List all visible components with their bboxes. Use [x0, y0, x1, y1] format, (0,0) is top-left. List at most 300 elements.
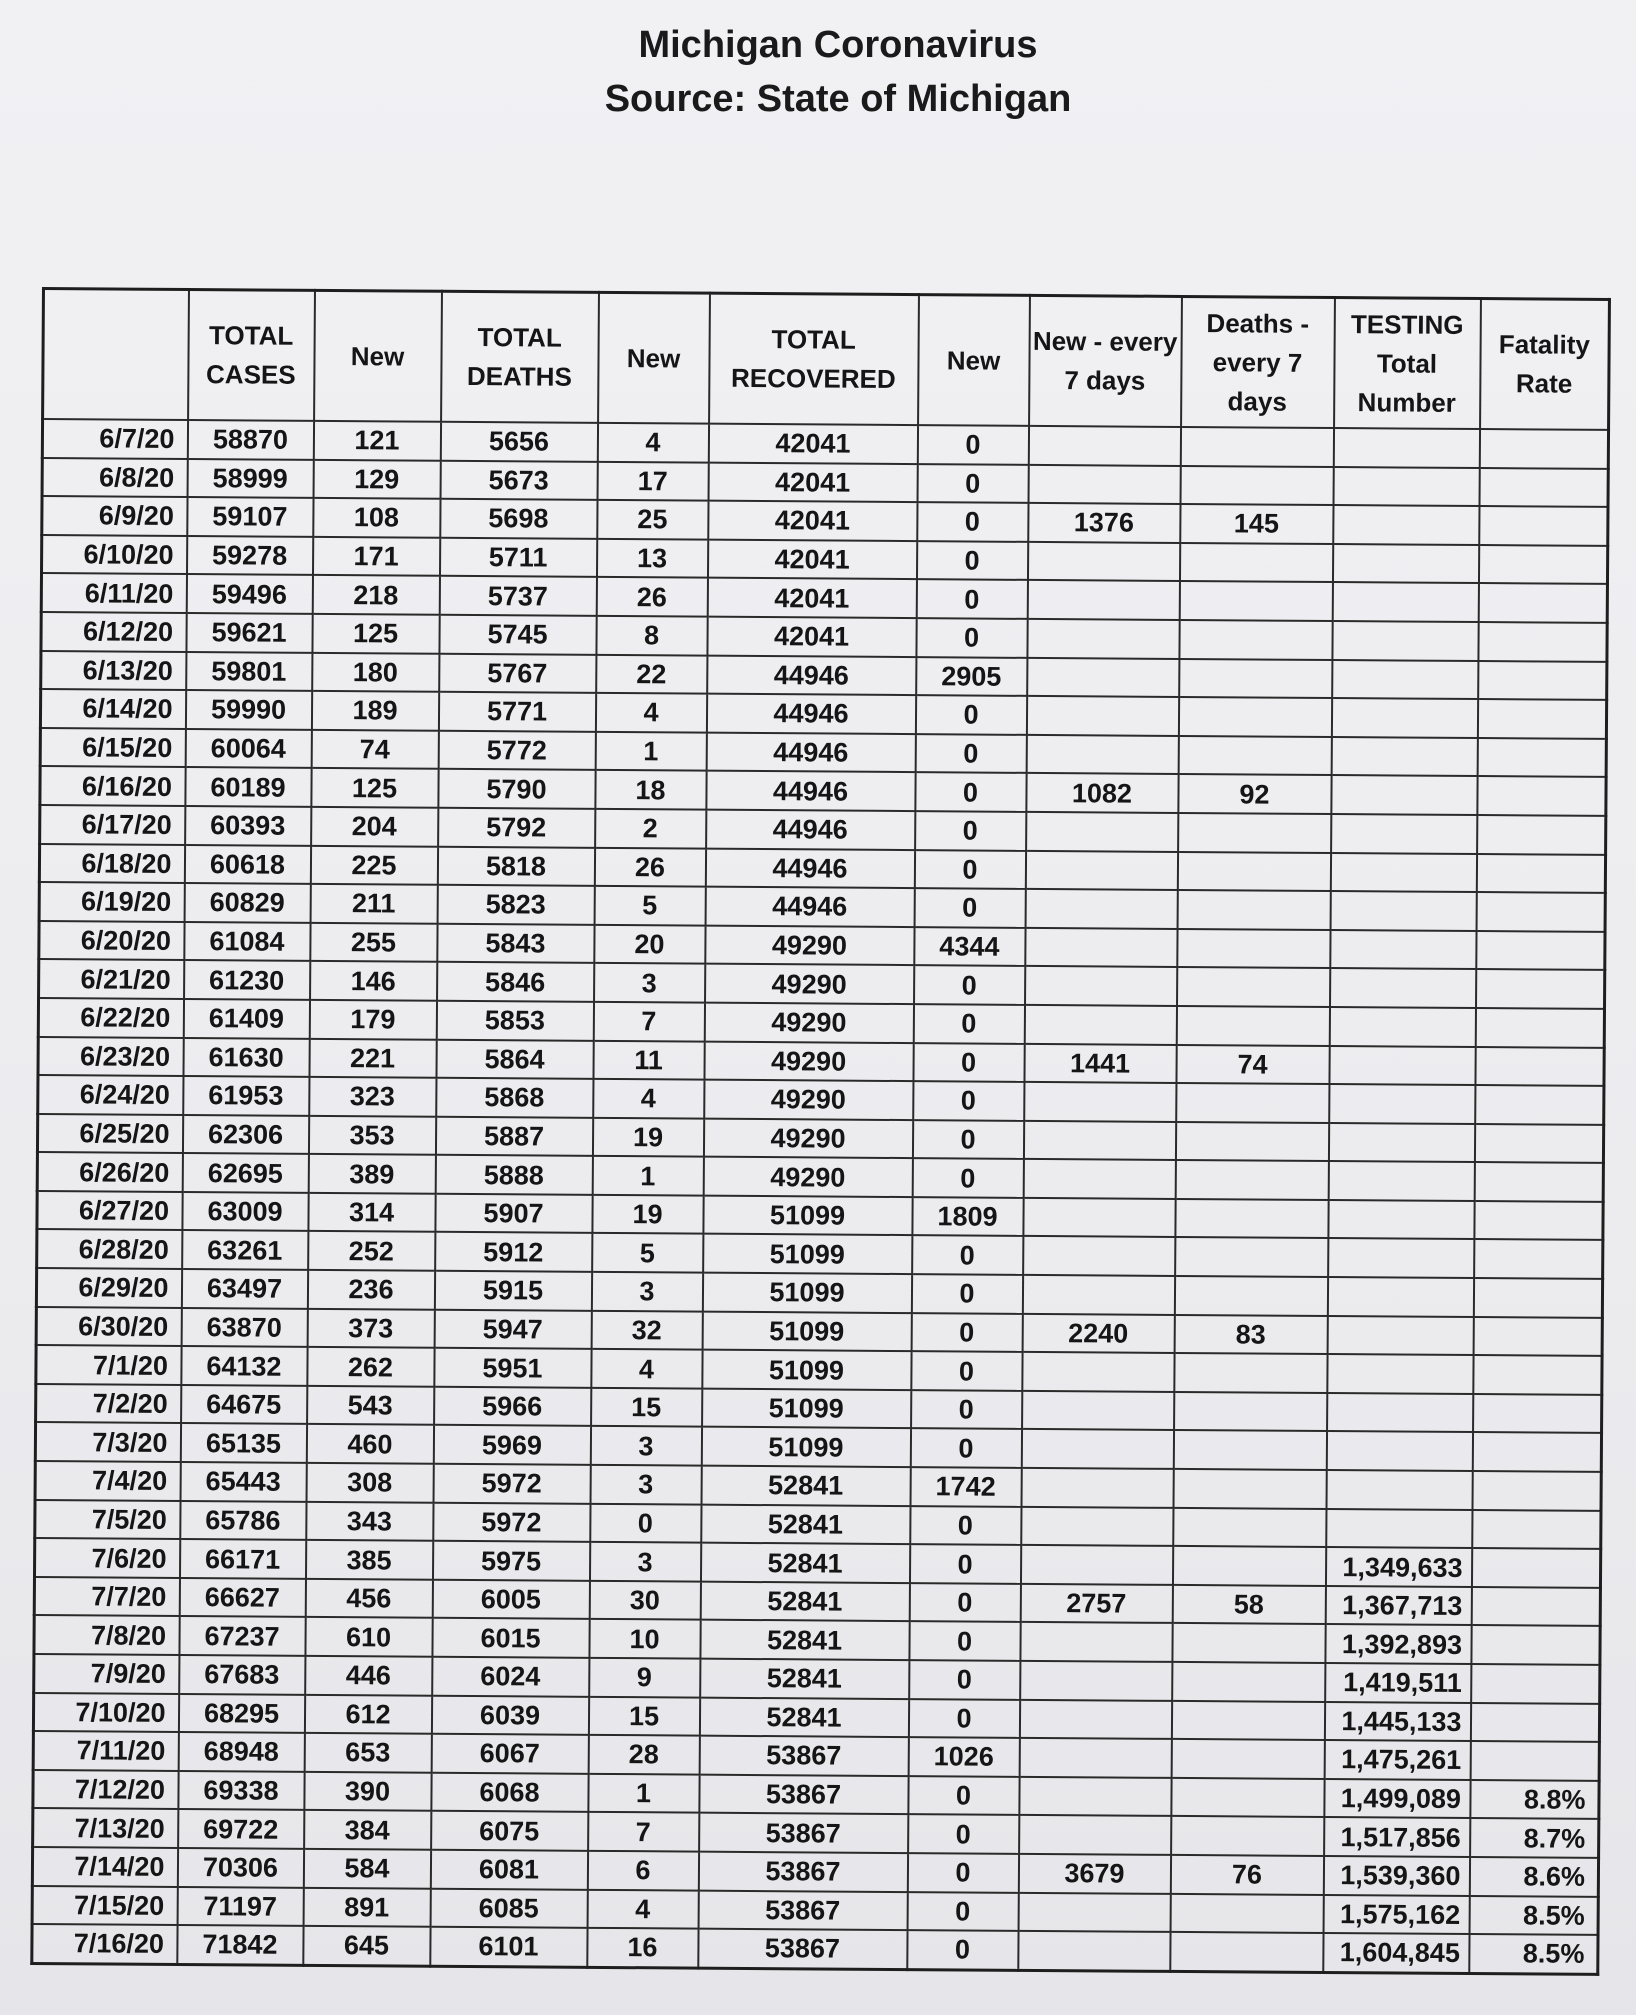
fatality-rate-cell: [1472, 1510, 1601, 1549]
total-deaths-cell: 5868: [436, 1078, 593, 1118]
new-deaths-cell: 8: [596, 616, 707, 655]
deaths-every-7-days-cell: [1174, 1392, 1327, 1432]
deaths-every-7-days-cell: [1179, 581, 1332, 621]
testing-total-cell: 1,367,713: [1325, 1586, 1471, 1626]
deaths-every-7-days-header: Deaths - every 7 days: [1181, 296, 1335, 428]
testing-total-cell: 1,419,511: [1325, 1663, 1471, 1703]
testing-total-cell: [1333, 428, 1479, 468]
new-deaths-cell: 4: [595, 693, 706, 732]
testing-total-cell: 1,604,845: [1323, 1933, 1469, 1973]
new-every-7-days-header: New - every 7 days: [1029, 295, 1182, 427]
date-cell: 7/10/20: [33, 1693, 178, 1733]
new-deaths-cell: 5: [594, 886, 705, 925]
testing-total-cell: [1326, 1470, 1472, 1510]
new-deaths-cell: 4: [591, 1349, 702, 1388]
new-deaths-cell: 3: [591, 1272, 702, 1311]
testing-total-cell: [1327, 1393, 1473, 1433]
new-recovered-cell: 0: [909, 1621, 1020, 1660]
new-recovered-cell: 0: [907, 1892, 1018, 1931]
total-deaths-cell: 6068: [431, 1773, 588, 1813]
new-deaths-cell: 1: [592, 1156, 703, 1195]
total-cases-cell: 61230: [184, 960, 310, 999]
fatality-rate-cell: [1473, 1278, 1602, 1317]
deaths-every-7-days-cell: [1179, 659, 1332, 699]
deaths-every-7-days-cell: [1174, 1353, 1327, 1393]
new-cases-cell: 385: [305, 1540, 432, 1579]
new-cases-cell: 225: [310, 845, 437, 884]
fatality-rate-cell: [1477, 815, 1606, 854]
new-every-7-days-cell: [1020, 1661, 1172, 1701]
deaths-every-7-days-cell: [1175, 1122, 1328, 1162]
total-recovered-header: TOTAL RECOVERED: [709, 293, 919, 425]
total-cases-cell: 59107: [187, 497, 313, 536]
new-every-7-days-cell: [1024, 1005, 1176, 1045]
total-deaths-cell: 5698: [440, 499, 597, 539]
deaths-every-7-days-cell: [1177, 890, 1330, 930]
total-recovered-cell: 42041: [708, 501, 917, 541]
fatality-rate-cell: [1475, 1047, 1604, 1086]
testing-total-cell: [1327, 1316, 1473, 1356]
total-cases-cell: 66171: [179, 1539, 305, 1578]
deaths-every-7-days-cell: 74: [1176, 1044, 1329, 1084]
new-every-7-days-cell: [1021, 1429, 1173, 1469]
total-recovered-cell: 51099: [702, 1388, 911, 1428]
testing-total-cell: [1326, 1509, 1472, 1549]
new-deaths-cell: 4: [593, 1079, 704, 1118]
fatality-rate-cell: [1475, 1085, 1604, 1124]
total-deaths-cell: 5846: [437, 962, 594, 1002]
total-recovered-cell: 53867: [698, 1852, 907, 1892]
fatality-rate-cell: 8.5%: [1469, 1896, 1598, 1935]
testing-total-cell: [1332, 621, 1478, 661]
deaths-every-7-days-cell: 76: [1170, 1855, 1323, 1895]
new-recovered-cell: 0: [908, 1814, 1019, 1853]
new-cases-cell: 314: [308, 1193, 435, 1232]
date-cell: 6/7/20: [42, 419, 187, 459]
new-every-7-days-cell: [1018, 1892, 1170, 1932]
new-recovered-cell: 0: [917, 464, 1028, 503]
total-recovered-cell: 51099: [702, 1350, 911, 1390]
total-recovered-cell: 44946: [706, 732, 915, 772]
fatality-rate-cell: [1471, 1625, 1600, 1664]
new-recovered-cell: 0: [912, 1236, 1023, 1275]
date-cell: 7/14/20: [32, 1847, 177, 1887]
deaths-every-7-days-cell: [1176, 1006, 1329, 1046]
new-recovered-cell: 0: [916, 579, 1027, 618]
deaths-every-7-days-cell: [1180, 427, 1333, 467]
new-recovered-cell: 0: [914, 888, 1025, 927]
new-deaths-cell: 28: [588, 1735, 699, 1774]
date-cell: 6/22/20: [38, 998, 183, 1038]
total-cases-cell: 70306: [177, 1848, 303, 1887]
deaths-every-7-days-cell: [1171, 1778, 1324, 1818]
total-cases-cell: 62695: [182, 1153, 308, 1192]
new-every-7-days-cell: [1026, 696, 1178, 736]
total-recovered-cell: 44946: [705, 887, 914, 927]
fatality-rate-cell: [1476, 969, 1605, 1008]
total-cases-cell: 60829: [184, 883, 310, 922]
total-recovered-cell: 52841: [701, 1466, 910, 1506]
table-header-row: [43, 289, 1610, 430]
new-recovered-cell: 0: [911, 1274, 1022, 1313]
fatality-rate-cell: [1472, 1432, 1601, 1471]
new-deaths-cell: 2: [595, 809, 706, 848]
fatality-rate-cell: [1479, 468, 1608, 507]
new-deaths-cell: 3: [590, 1426, 701, 1465]
total-recovered-cell: 49290: [704, 1080, 913, 1120]
deaths-every-7-days-cell: [1173, 1469, 1326, 1509]
fatality-rate-cell: [1471, 1664, 1600, 1703]
new-recovered-cell: 2905: [916, 657, 1027, 696]
new-deaths-cell: 19: [592, 1118, 703, 1157]
total-deaths-cell: 5947: [434, 1309, 591, 1349]
new-recovered-cell: 1742: [910, 1467, 1021, 1506]
new-deaths-cell: 3: [590, 1465, 701, 1504]
date-cell: 6/15/20: [40, 728, 185, 768]
new-deaths-cell: 4: [597, 423, 708, 462]
new-cases-cell: 384: [304, 1810, 431, 1849]
testing-total-cell: 1,349,633: [1325, 1547, 1471, 1587]
new-recovered-cell: 0: [907, 1930, 1018, 1970]
new-every-7-days-cell: [1019, 1777, 1171, 1817]
testing-total-cell: [1329, 1084, 1475, 1124]
new-recovered-cell: 0: [913, 1081, 1024, 1120]
total-deaths-cell: 5745: [439, 615, 596, 655]
new-recovered-cell: 0: [912, 1158, 1023, 1197]
new-recovered-cell: 0: [909, 1544, 1020, 1583]
total-cases-cell: 71842: [177, 1925, 303, 1965]
total-deaths-cell: 5818: [437, 846, 594, 886]
testing-total-cell: [1331, 737, 1477, 777]
new-deaths-cell: 17: [597, 461, 708, 500]
date-cell: 7/3/20: [35, 1422, 180, 1462]
total-recovered-cell: 51099: [703, 1196, 912, 1236]
new-deaths-cell: 4: [587, 1889, 698, 1928]
new-deaths-cell: 0: [590, 1503, 701, 1542]
new-cases-cell: 653: [304, 1733, 431, 1772]
date-cell: 6/29/20: [36, 1268, 181, 1308]
total-deaths-cell: 5915: [434, 1271, 591, 1311]
total-cases-cell: 61084: [184, 922, 310, 961]
testing-total-cell: [1331, 698, 1477, 738]
date-cell: 7/5/20: [35, 1500, 180, 1540]
new-every-7-days-cell: [1027, 542, 1179, 582]
total-recovered-cell: 44946: [706, 694, 915, 734]
date-cell: 6/25/20: [37, 1114, 182, 1154]
total-recovered-cell: 51099: [701, 1427, 910, 1467]
covid-data-table: [30, 287, 1611, 1976]
new-deaths-cell: 11: [593, 1040, 704, 1079]
fatality-rate-cell: [1476, 931, 1605, 970]
date-cell: 6/11/20: [41, 573, 186, 613]
new-cases-cell: 204: [311, 807, 438, 846]
date-cell: 6/26/20: [37, 1152, 182, 1192]
testing-total-cell: [1330, 968, 1476, 1008]
testing-total-cell: 1,517,856: [1324, 1817, 1470, 1857]
new-recovered-cell: 0: [915, 734, 1026, 773]
total-cases-cell: 63870: [181, 1308, 307, 1347]
total-recovered-cell: 49290: [703, 1157, 912, 1197]
new-cases-cell: 121: [313, 421, 440, 460]
total-cases-cell: 65786: [180, 1501, 306, 1540]
total-deaths-cell: 5864: [436, 1039, 593, 1079]
fatality-rate-cell: 8.6%: [1469, 1857, 1598, 1896]
testing-total-cell: 1,445,133: [1324, 1702, 1470, 1742]
new-cases-cell: 180: [312, 652, 439, 691]
deaths-every-7-days-cell: [1173, 1430, 1326, 1470]
new-deaths-header: New: [598, 292, 710, 423]
table-body: [32, 419, 1609, 1974]
total-recovered-cell: 53867: [699, 1736, 908, 1776]
new-cases-cell: 171: [312, 537, 439, 576]
new-every-7-days-cell: [1019, 1738, 1171, 1778]
total-recovered-cell: 42041: [707, 617, 916, 657]
total-deaths-cell: 6039: [431, 1695, 588, 1735]
new-recovered-cell: 0: [913, 1004, 1024, 1043]
new-recovered-cell: 0: [915, 772, 1026, 811]
total-deaths-cell: 5951: [434, 1348, 591, 1388]
new-every-7-days-cell: [1020, 1545, 1172, 1585]
deaths-every-7-days-cell: [1176, 1083, 1329, 1123]
total-cases-cell: 59496: [186, 574, 312, 613]
total-deaths-cell: 5853: [436, 1001, 593, 1041]
date-cell: 7/8/20: [34, 1615, 179, 1655]
total-recovered-cell: 51099: [703, 1234, 912, 1274]
deaths-every-7-days-cell: [1171, 1739, 1324, 1779]
total-deaths-cell: 5771: [438, 692, 595, 732]
new-deaths-cell: 26: [594, 847, 705, 886]
new-every-7-days-cell: [1022, 1391, 1174, 1431]
document-source: Source: State of Michigan: [604, 78, 1072, 120]
new-recovered-cell: 0: [914, 965, 1025, 1004]
total-cases-header: TOTAL CASES: [188, 290, 315, 421]
deaths-every-7-days-cell: [1178, 736, 1331, 776]
new-every-7-days-cell: 3679: [1018, 1854, 1170, 1894]
new-deaths-cell: 10: [589, 1619, 700, 1658]
new-recovered-cell: 0: [907, 1853, 1018, 1892]
date-cell: 7/2/20: [36, 1384, 181, 1424]
date-cell: 7/12/20: [33, 1770, 178, 1810]
total-deaths-cell: 5972: [433, 1502, 590, 1542]
total-deaths-cell: 5792: [438, 808, 595, 848]
new-every-7-days-cell: [1023, 1236, 1175, 1276]
total-deaths-cell: 6085: [430, 1888, 587, 1928]
new-every-7-days-cell: [1019, 1815, 1171, 1855]
total-recovered-cell: 42041: [707, 578, 916, 618]
new-every-7-days-cell: [1022, 1275, 1174, 1315]
total-deaths-cell: 6067: [431, 1734, 588, 1774]
testing-total-cell: 1,575,162: [1323, 1895, 1469, 1935]
fatality-rate-cell: 8.8%: [1470, 1780, 1599, 1819]
new-cases-cell: 323: [309, 1077, 436, 1116]
new-cases-header: New: [314, 290, 442, 421]
testing-total-cell: [1327, 1277, 1473, 1317]
fatality-rate-cell: [1473, 1355, 1602, 1394]
deaths-every-7-days-cell: [1177, 967, 1330, 1007]
fatality-rate-cell: [1471, 1587, 1600, 1626]
new-recovered-cell: 4344: [914, 927, 1025, 966]
testing-total-cell: [1326, 1431, 1472, 1471]
new-every-7-days-cell: 1376: [1028, 503, 1180, 543]
total-cases-cell: 63009: [182, 1192, 308, 1231]
total-recovered-cell: 51099: [702, 1311, 911, 1351]
total-deaths-cell: 6101: [430, 1927, 587, 1967]
new-cases-cell: 584: [303, 1849, 430, 1888]
new-recovered-cell: 0: [914, 850, 1025, 889]
total-deaths-cell: 6081: [430, 1850, 587, 1890]
total-recovered-cell: 42041: [708, 424, 917, 464]
new-deaths-cell: 7: [588, 1812, 699, 1851]
new-deaths-cell: 32: [591, 1311, 702, 1350]
new-cases-cell: 460: [306, 1424, 433, 1463]
total-cases-cell: 68948: [178, 1732, 304, 1771]
fatality-rate-cell: 8.5%: [1469, 1934, 1598, 1974]
total-cases-cell: 69338: [178, 1771, 304, 1810]
new-every-7-days-cell: [1023, 1121, 1175, 1161]
fatality-rate-cell: [1478, 622, 1607, 661]
total-deaths-cell: 6075: [431, 1811, 588, 1851]
fatality-rate-cell: [1475, 1008, 1604, 1047]
total-cases-cell: 66627: [179, 1578, 305, 1617]
testing-total-cell: 1,499,089: [1324, 1779, 1470, 1819]
total-cases-cell: 67683: [179, 1655, 305, 1694]
new-recovered-cell: 0: [909, 1660, 1020, 1699]
new-every-7-days-cell: [1028, 426, 1180, 466]
deaths-every-7-days-cell: [1175, 1160, 1328, 1200]
date-cell: 6/18/20: [39, 844, 184, 884]
fatality-rate-cell: [1477, 776, 1606, 815]
total-cases-cell: 61953: [183, 1076, 309, 1115]
new-recovered-cell: 0: [917, 425, 1028, 464]
testing-total-cell: [1333, 467, 1479, 507]
deaths-every-7-days-cell: [1171, 1816, 1324, 1856]
date-cell: 7/7/20: [34, 1577, 179, 1617]
total-deaths-header: TOTAL DEATHS: [441, 291, 599, 423]
date-cell: 7/11/20: [33, 1731, 178, 1771]
total-deaths-cell: 5912: [435, 1232, 592, 1272]
deaths-every-7-days-cell: [1170, 1932, 1323, 1972]
new-recovered-cell: 0: [913, 1043, 1024, 1082]
new-every-7-days-cell: [1019, 1699, 1171, 1739]
deaths-every-7-days-cell: [1177, 929, 1330, 969]
date-cell: 7/6/20: [34, 1538, 179, 1578]
total-recovered-cell: 52841: [700, 1581, 909, 1621]
new-every-7-days-cell: [1025, 889, 1177, 929]
new-deaths-cell: 3: [594, 963, 705, 1002]
deaths-every-7-days-cell: [1175, 1199, 1328, 1239]
date-cell: 6/9/20: [42, 496, 187, 536]
deaths-every-7-days-cell: 145: [1180, 504, 1333, 544]
total-deaths-cell: 5772: [438, 731, 595, 771]
total-cases-cell: 60189: [185, 767, 311, 806]
total-cases-cell: 58870: [187, 420, 313, 459]
total-cases-cell: 59621: [186, 613, 312, 652]
date-cell: 7/15/20: [32, 1886, 177, 1926]
testing-total-cell: [1328, 1200, 1474, 1240]
total-deaths-cell: 5767: [439, 653, 596, 693]
new-cases-cell: 262: [307, 1347, 434, 1386]
fatality-rate-cell: [1478, 661, 1607, 700]
new-deaths-cell: 5: [592, 1233, 703, 1272]
new-cases-cell: 612: [304, 1694, 431, 1733]
new-recovered-cell: 0: [912, 1120, 1023, 1159]
fatality-rate-cell: [1470, 1741, 1599, 1780]
date-cell: 6/19/20: [39, 882, 184, 922]
date-cell: 7/16/20: [32, 1924, 177, 1964]
new-cases-cell: 308: [306, 1463, 433, 1502]
total-cases-cell: 62306: [182, 1115, 308, 1154]
deaths-every-7-days-cell: [1172, 1546, 1325, 1586]
deaths-every-7-days-cell: 58: [1172, 1585, 1325, 1625]
total-deaths-cell: 5907: [435, 1194, 592, 1234]
date-cell: 6/27/20: [37, 1191, 182, 1231]
total-recovered-cell: 53867: [699, 1813, 908, 1853]
total-recovered-cell: 44946: [705, 848, 914, 888]
testing-total-cell: [1333, 505, 1479, 545]
new-recovered-cell: 0: [911, 1351, 1022, 1390]
new-cases-cell: 221: [309, 1038, 436, 1077]
fatality-rate-cell: [1477, 738, 1606, 777]
fatality-rate-header: Fatality Rate: [1480, 299, 1610, 430]
new-every-7-days-cell: [1028, 464, 1180, 504]
testing-total-cell: 1,475,261: [1324, 1740, 1470, 1780]
date-cell: 6/13/20: [41, 651, 186, 691]
new-every-7-days-cell: 2240: [1022, 1314, 1174, 1354]
testing-total-cell: [1330, 891, 1476, 931]
new-every-7-days-cell: [1025, 928, 1177, 968]
date-header: [43, 289, 189, 421]
total-cases-cell: 59990: [185, 690, 311, 729]
total-recovered-cell: 49290: [704, 1003, 913, 1043]
testing-total-cell: [1328, 1123, 1474, 1163]
new-cases-cell: 353: [308, 1116, 435, 1155]
new-deaths-cell: 26: [596, 577, 707, 616]
total-deaths-cell: 5972: [433, 1464, 590, 1504]
testing-total-cell: [1332, 544, 1478, 584]
date-cell: 7/13/20: [33, 1808, 178, 1848]
new-deaths-cell: 3: [589, 1542, 700, 1581]
deaths-every-7-days-cell: [1173, 1508, 1326, 1548]
new-cases-cell: 389: [308, 1154, 435, 1193]
new-cases-cell: 252: [308, 1231, 435, 1270]
new-cases-cell: 373: [307, 1309, 434, 1348]
total-recovered-cell: 52841: [700, 1659, 909, 1699]
total-deaths-cell: 6024: [432, 1657, 589, 1697]
total-recovered-cell: 49290: [703, 1118, 912, 1158]
total-recovered-cell: 53867: [698, 1890, 907, 1930]
fatality-rate-cell: [1473, 1394, 1602, 1433]
new-recovered-cell: 0: [915, 695, 1026, 734]
testing-total-cell: 1,539,360: [1323, 1856, 1469, 1896]
new-recovered-cell: 1809: [912, 1197, 1023, 1236]
new-deaths-cell: 19: [592, 1195, 703, 1234]
date-cell: 6/21/20: [39, 959, 184, 999]
date-cell: 6/17/20: [40, 805, 185, 845]
deaths-every-7-days-cell: [1180, 466, 1333, 506]
new-cases-cell: 108: [313, 498, 440, 537]
date-cell: 6/10/20: [42, 535, 187, 575]
fatality-rate-cell: [1477, 699, 1606, 738]
total-deaths-cell: 5823: [437, 885, 594, 925]
total-recovered-cell: 49290: [705, 925, 914, 965]
new-recovered-cell: 0: [917, 502, 1028, 541]
new-every-7-days-cell: [1023, 1159, 1175, 1199]
date-cell: 6/8/20: [42, 458, 187, 498]
new-recovered-cell: 0: [916, 618, 1027, 657]
total-deaths-cell: 5966: [434, 1387, 591, 1427]
new-deaths-cell: 13: [596, 539, 707, 578]
new-cases-cell: 236: [307, 1270, 434, 1309]
